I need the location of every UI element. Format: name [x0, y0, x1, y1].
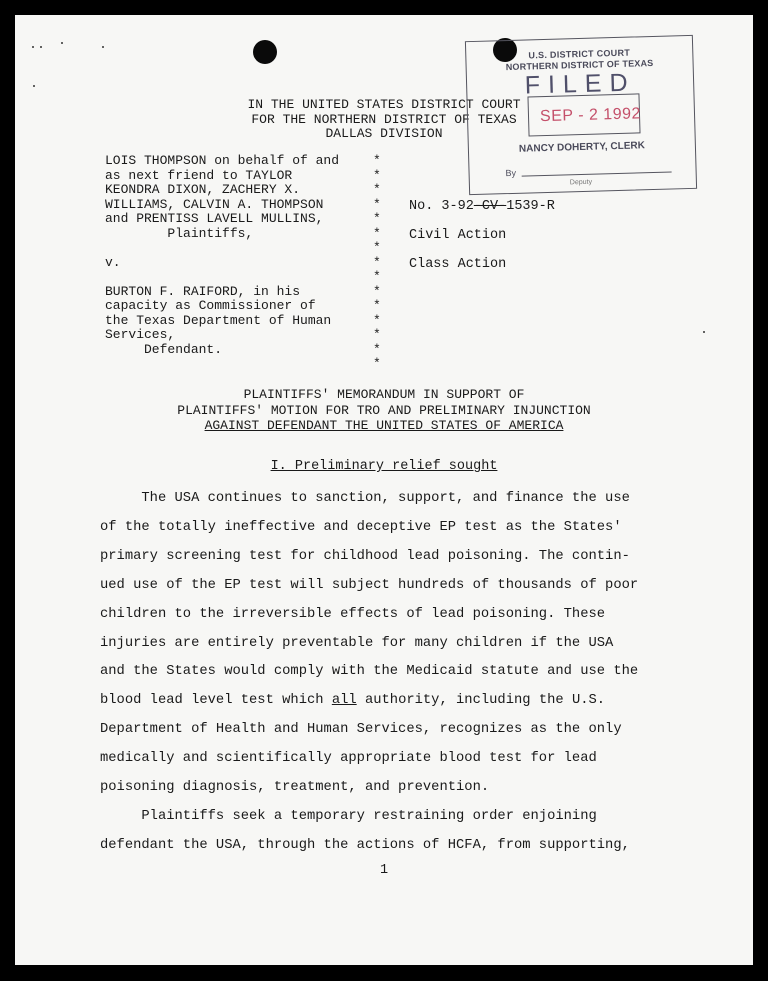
party-line: WILLIAMS, CALVIN A. THOMPSON — [105, 196, 324, 212]
party-line: the Texas Department of Human — [105, 312, 332, 328]
body-line: children to the irreversible effects of lead poisoning. These — [100, 606, 606, 622]
title-line-1: PLAINTIFFS' MEMORANDUM IN SUPPORT OF — [243, 387, 525, 402]
party-line: v. — [105, 254, 121, 270]
stamp-clerk: NANCY DOHERTY, CLERK — [518, 140, 646, 155]
asterisk: * — [373, 196, 381, 212]
punch-hole — [253, 40, 277, 64]
stamp-district: NORTHERN DISTRICT OF TEXAS — [505, 57, 654, 73]
asterisk: * — [373, 153, 381, 168]
scan-speck — [703, 331, 705, 333]
party-line — [105, 357, 339, 372]
body-line: injuries are entirely preventable for many children if the USA — [100, 635, 614, 651]
section-heading: I. Preliminary relief sought — [270, 459, 498, 474]
stamp-deputy: Deputy — [569, 178, 593, 187]
scan-speck — [40, 46, 42, 48]
party-line: BURTON F. RAIFORD, in his — [105, 283, 301, 299]
party-line: capacity as Commissioner of — [105, 298, 316, 313]
party-line: and PRENTISS LAVELL MULLINS, — [105, 211, 324, 226]
body-line: ued use of the EP test will subject hundreds of thousands of poor — [100, 577, 639, 593]
party-line — [105, 241, 339, 256]
document-page — [15, 15, 753, 965]
body-line — [100, 687, 680, 716]
stamp-date: SEP - 2 1992 — [539, 105, 642, 126]
asterisk: * — [373, 341, 381, 357]
party-line: as next friend to TAYLOR — [105, 167, 293, 183]
asterisk-column — [373, 154, 381, 372]
asterisk: * — [373, 254, 381, 270]
body-line: and the States would comply with the Medicaid statute and use the — [100, 664, 639, 680]
body-text-span: authority, including the U.S. — [356, 693, 606, 709]
body-text-span: blood lead level test which — [100, 693, 332, 709]
party-line — [105, 270, 339, 285]
case-number-prefix: No. 3-92 — [409, 199, 474, 214]
party-line: Plaintiffs, — [105, 225, 254, 241]
title-line-2: PLAINTIFFS' MOTION FOR TRO AND PRELIMINARY INJUNCTION — [177, 402, 591, 418]
stamp-court: U.S. DISTRICT COURT — [528, 47, 631, 61]
party-line: KEONDRA DIXON, ZACHERY X. — [105, 182, 301, 197]
body-line: of the totally ineffective and deceptive EP test as the States' — [100, 519, 622, 535]
class-action-label: Class Action — [409, 257, 507, 272]
body-text — [100, 485, 680, 861]
case-number-struck: -CV- — [473, 199, 507, 214]
asterisk: * — [373, 298, 381, 313]
body-line: defendant the USA, through the actions of HCFA, from supporting, — [100, 837, 630, 853]
case-number-suffix: 1539-R — [506, 199, 555, 214]
asterisk: * — [373, 240, 381, 255]
filed-stamp — [465, 35, 697, 195]
court-name: IN THE UNITED STATES DISTRICT COURT — [247, 97, 521, 112]
parties-block — [105, 154, 339, 372]
stamp-by: By — [505, 167, 517, 179]
page-number: 1 — [379, 863, 389, 878]
body-line: The USA continues to sanction, support, and finance the use — [100, 491, 630, 506]
asterisk: * — [373, 269, 381, 284]
scan-speck — [33, 85, 35, 87]
case-number — [409, 199, 555, 214]
asterisk: * — [373, 283, 381, 299]
civil-action-label: Civil Action — [409, 228, 507, 243]
scan-speck — [61, 42, 63, 44]
court-district: FOR THE NORTHERN DISTRICT OF TEXAS — [251, 111, 517, 127]
body-line: poisoning diagnosis, treatment, and prevention. — [100, 780, 490, 796]
asterisk: * — [373, 211, 381, 226]
body-line: Department of Health and Human Services, recognizes as the only — [100, 722, 622, 738]
party-line: LOIS THOMPSON on behalf of and — [105, 153, 340, 168]
title-line-3: AGAINST DEFENDANT THE UNITED STATES OF AMERICA — [204, 418, 564, 433]
memorandum-title — [15, 387, 753, 434]
body-line: primary screening test for childhood lead poisoning. The contin- — [100, 548, 630, 564]
asterisk: * — [373, 312, 381, 328]
emphasis-all: all — [331, 693, 357, 709]
asterisk: * — [373, 225, 381, 241]
scan-speck — [102, 46, 104, 48]
scan-speck — [32, 46, 34, 48]
party-line: Defendant. — [105, 341, 223, 357]
stamp-signature-line — [522, 171, 672, 176]
asterisk: * — [373, 167, 381, 183]
body-line: Plaintiffs seek a temporary restraining order enjoining — [100, 808, 597, 824]
asterisk: * — [373, 327, 381, 342]
stamp-filed: FILED — [524, 68, 636, 100]
court-division: DALLAS DIVISION — [325, 126, 443, 141]
asterisk: * — [373, 182, 381, 197]
body-line: medically and scientifically appropriate blood test for lead — [100, 751, 597, 767]
asterisk: * — [373, 356, 381, 371]
party-line: Services, — [105, 327, 176, 342]
